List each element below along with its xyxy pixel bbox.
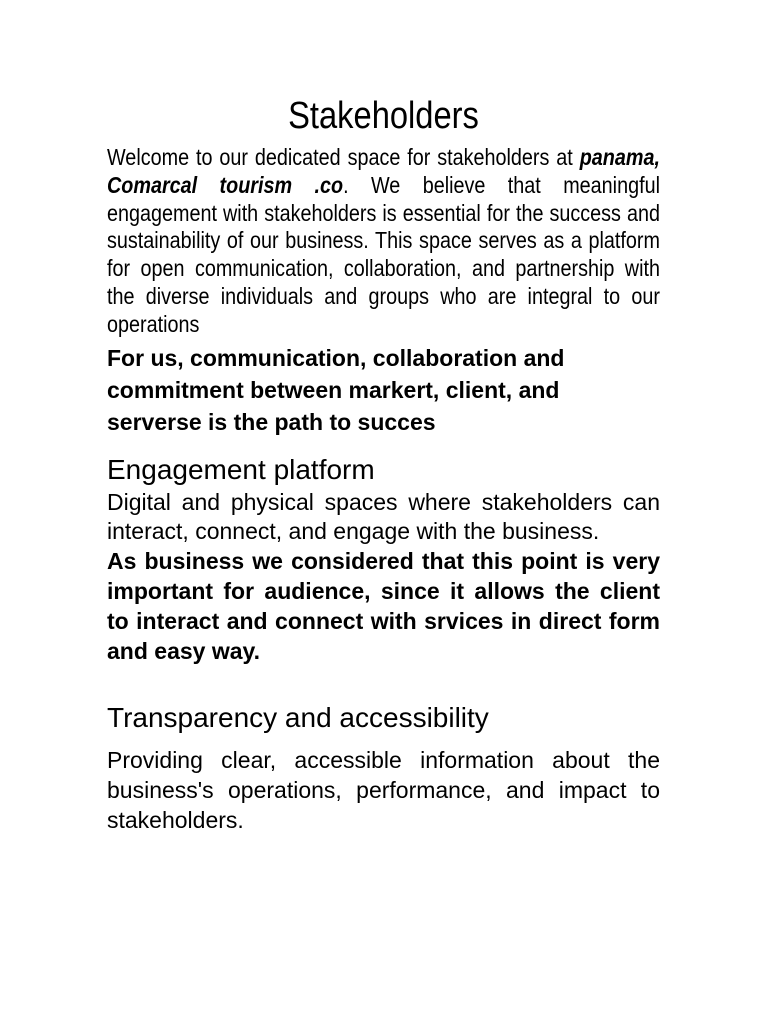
- intro-paragraph: [107, 144, 660, 339]
- section-text-engagement: Digital and physical spaces where stakeholders can interact, connect, and engage with the business.: [107, 488, 660, 545]
- company-name: panama, Comarcal tourism .co: [107, 144, 660, 198]
- section-heading-transparency: Transparency and accessibility: [107, 702, 489, 734]
- motto-statement: For us, communication, collaboration and commitment between markert, client, and serverse is the path to succes: [107, 344, 565, 435]
- section-heading-engagement: Engagement platform: [107, 453, 375, 485]
- page-title: Stakeholders: [288, 95, 479, 137]
- intro-text-end: . We believe that meaningful engagement with stakeholders is essential for the success and sustainability of our business. This space serves as a platform for open communication, collaboration, and partnership with the diverse individuals and groups who are integral to our operations: [107, 171, 660, 337]
- section-text-transparency: Providing clear, accessible information about the business's operations, performance, and impact to stakeholders.: [107, 747, 660, 833]
- intro-text-start: Welcome to our dedicated space for stakeholders at: [107, 144, 580, 170]
- section-bold-text-engagement: As business we considered that this point is very important for audience, since it allows the client to interact and connect with srvices in direct form and easy way.: [107, 548, 660, 664]
- document-page: [107, 88, 660, 836]
